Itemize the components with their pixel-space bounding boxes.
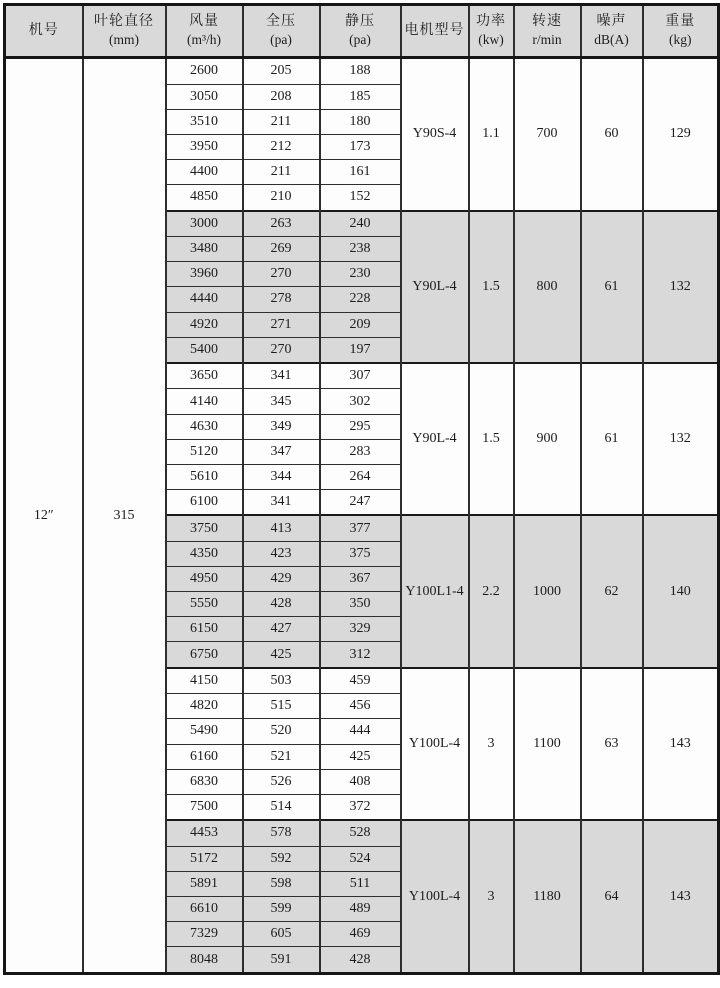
col-header-label: 噪声: [596, 13, 627, 29]
airflow-cell: 2600: [166, 58, 243, 85]
static-pressure-cell: 180: [320, 109, 401, 134]
total-pressure-cell: 278: [243, 287, 320, 312]
airflow-cell: 4350: [166, 541, 243, 566]
col-header-label: 重量: [665, 13, 696, 29]
static-pressure-cell: 264: [320, 464, 401, 489]
power-cell: 3: [469, 820, 514, 973]
airflow-cell: 3960: [166, 262, 243, 287]
airflow-cell: 4850: [166, 185, 243, 211]
static-pressure-cell: 230: [320, 262, 401, 287]
speed-cell: 800: [514, 211, 581, 363]
speed-cell: 700: [514, 58, 581, 211]
motor-model-cell: Y100L-4: [401, 820, 469, 973]
static-pressure-cell: 469: [320, 922, 401, 947]
col-header-unit: (pa): [349, 32, 371, 48]
static-pressure-cell: 197: [320, 337, 401, 363]
power-cell: 1.5: [469, 211, 514, 363]
total-pressure-cell: 428: [243, 592, 320, 617]
static-pressure-cell: 428: [320, 947, 401, 974]
airflow-cell: 3480: [166, 237, 243, 262]
static-pressure-cell: 444: [320, 719, 401, 744]
static-pressure-cell: 312: [320, 642, 401, 668]
power-cell: 2.2: [469, 515, 514, 667]
total-pressure-cell: 212: [243, 134, 320, 159]
total-pressure-cell: 349: [243, 414, 320, 439]
total-pressure-cell: 270: [243, 337, 320, 363]
col-header-label: 全压: [266, 13, 296, 29]
col-header-unit: (pa): [270, 32, 292, 48]
col-header-unit: (mm): [109, 32, 139, 48]
total-pressure-cell: 263: [243, 211, 320, 237]
airflow-cell: 5891: [166, 871, 243, 896]
total-pressure-cell: 520: [243, 719, 320, 744]
speed-cell: 1000: [514, 515, 581, 667]
speed-cell: 1180: [514, 820, 581, 973]
total-pressure-cell: 345: [243, 389, 320, 414]
weight-cell: 140: [643, 515, 719, 667]
total-pressure-cell: 211: [243, 160, 320, 185]
motor-model-cell: Y90L-4: [401, 363, 469, 515]
weight-cell: 143: [643, 820, 719, 973]
col-header-unit: (m³/h): [186, 32, 222, 48]
total-pressure-cell: 344: [243, 464, 320, 489]
col-header-label: 转速: [532, 13, 562, 29]
airflow-cell: 3750: [166, 515, 243, 541]
weight-cell: 132: [643, 363, 719, 515]
static-pressure-cell: 425: [320, 744, 401, 769]
noise-cell: 60: [581, 58, 643, 211]
impeller-diameter-cell: 315: [83, 58, 166, 974]
airflow-cell: 4440: [166, 287, 243, 312]
table-body: [5, 58, 719, 974]
airflow-cell: 6150: [166, 617, 243, 642]
airflow-cell: 6610: [166, 896, 243, 921]
speed-cell: 1100: [514, 668, 581, 820]
static-pressure-cell: 408: [320, 769, 401, 794]
col-header-label: 机号: [28, 23, 59, 39]
total-pressure-cell: 211: [243, 109, 320, 134]
total-pressure-cell: 599: [243, 896, 320, 921]
static-pressure-cell: 188: [320, 58, 401, 85]
total-pressure-cell: 578: [243, 820, 320, 846]
airflow-cell: 8048: [166, 947, 243, 974]
airflow-cell: 5120: [166, 439, 243, 464]
motor-model-cell: Y90S-4: [401, 58, 469, 211]
airflow-cell: 6100: [166, 490, 243, 516]
total-pressure-cell: 208: [243, 84, 320, 109]
total-pressure-cell: 521: [243, 744, 320, 769]
static-pressure-cell: 377: [320, 515, 401, 541]
total-pressure-cell: 413: [243, 515, 320, 541]
noise-cell: 62: [581, 515, 643, 667]
col-header-unit: (kw): [478, 32, 504, 48]
static-pressure-cell: 247: [320, 490, 401, 516]
noise-cell: 63: [581, 668, 643, 820]
table-row: [5, 58, 719, 85]
static-pressure-cell: 307: [320, 363, 401, 389]
col-header-label: 功率: [476, 13, 506, 29]
static-pressure-cell: 295: [320, 414, 401, 439]
static-pressure-cell: 489: [320, 896, 401, 921]
airflow-cell: 5490: [166, 719, 243, 744]
airflow-cell: 3000: [166, 211, 243, 237]
total-pressure-cell: 347: [243, 439, 320, 464]
col-header-speed: [514, 5, 581, 58]
airflow-cell: 3950: [166, 134, 243, 159]
col-header-machine-no: [5, 5, 83, 58]
total-pressure-cell: 514: [243, 794, 320, 820]
airflow-cell: 6830: [166, 769, 243, 794]
static-pressure-cell: 161: [320, 160, 401, 185]
col-header-label: 叶轮直径: [94, 13, 154, 29]
airflow-cell: 6750: [166, 642, 243, 668]
col-header-label: 电机型号: [404, 23, 465, 39]
static-pressure-cell: 173: [320, 134, 401, 159]
static-pressure-cell: 228: [320, 287, 401, 312]
col-header-motor-model: [401, 5, 469, 58]
weight-cell: 129: [643, 58, 719, 211]
motor-model-cell: Y100L1-4: [401, 515, 469, 667]
total-pressure-cell: 598: [243, 871, 320, 896]
static-pressure-cell: 456: [320, 694, 401, 719]
col-header-static-pressure: [320, 5, 401, 58]
total-pressure-cell: 271: [243, 312, 320, 337]
col-header-impeller-diameter: [83, 5, 166, 58]
airflow-cell: 4820: [166, 694, 243, 719]
static-pressure-cell: 185: [320, 84, 401, 109]
total-pressure-cell: 429: [243, 567, 320, 592]
noise-cell: 61: [581, 363, 643, 515]
col-header-unit: dB(A): [594, 32, 629, 48]
airflow-cell: 5172: [166, 846, 243, 871]
total-pressure-cell: 341: [243, 363, 320, 389]
airflow-cell: 3510: [166, 109, 243, 134]
total-pressure-cell: 210: [243, 185, 320, 211]
airflow-cell: 4453: [166, 820, 243, 846]
motor-model-cell: Y100L-4: [401, 668, 469, 820]
static-pressure-cell: 240: [320, 211, 401, 237]
static-pressure-cell: 209: [320, 312, 401, 337]
static-pressure-cell: 238: [320, 237, 401, 262]
total-pressure-cell: 503: [243, 668, 320, 694]
total-pressure-cell: 270: [243, 262, 320, 287]
total-pressure-cell: 592: [243, 846, 320, 871]
airflow-cell: 6160: [166, 744, 243, 769]
power-cell: 3: [469, 668, 514, 820]
airflow-cell: 4140: [166, 389, 243, 414]
static-pressure-cell: 152: [320, 185, 401, 211]
total-pressure-cell: 423: [243, 541, 320, 566]
total-pressure-cell: 515: [243, 694, 320, 719]
col-header-airflow: [166, 5, 243, 58]
col-header-unit: (kg): [669, 32, 692, 48]
airflow-cell: 7500: [166, 794, 243, 820]
total-pressure-cell: 425: [243, 642, 320, 668]
total-pressure-cell: 341: [243, 490, 320, 516]
airflow-cell: 7329: [166, 922, 243, 947]
static-pressure-cell: 524: [320, 846, 401, 871]
noise-cell: 64: [581, 820, 643, 973]
airflow-cell: 4630: [166, 414, 243, 439]
total-pressure-cell: 526: [243, 769, 320, 794]
weight-cell: 143: [643, 668, 719, 820]
weight-cell: 132: [643, 211, 719, 363]
motor-model-cell: Y90L-4: [401, 211, 469, 363]
col-header-total-pressure: [243, 5, 320, 58]
noise-cell: 61: [581, 211, 643, 363]
airflow-cell: 5400: [166, 337, 243, 363]
static-pressure-cell: 302: [320, 389, 401, 414]
static-pressure-cell: 283: [320, 439, 401, 464]
col-header-label: 风量: [189, 13, 219, 29]
machine-no-cell: 12″: [5, 58, 83, 974]
airflow-cell: 4400: [166, 160, 243, 185]
table-header: [5, 5, 719, 58]
static-pressure-cell: 350: [320, 592, 401, 617]
static-pressure-cell: 372: [320, 794, 401, 820]
airflow-cell: 5550: [166, 592, 243, 617]
static-pressure-cell: 367: [320, 567, 401, 592]
total-pressure-cell: 205: [243, 58, 320, 85]
static-pressure-cell: 511: [320, 871, 401, 896]
total-pressure-cell: 427: [243, 617, 320, 642]
col-header-unit: r/min: [532, 32, 562, 48]
total-pressure-cell: 269: [243, 237, 320, 262]
col-header-noise: [581, 5, 643, 58]
header-row: [5, 5, 719, 58]
total-pressure-cell: 591: [243, 947, 320, 974]
airflow-cell: 4150: [166, 668, 243, 694]
col-header-power: [469, 5, 514, 58]
total-pressure-cell: 605: [243, 922, 320, 947]
power-cell: 1.5: [469, 363, 514, 515]
col-header-label: 静压: [345, 13, 375, 29]
col-header-weight: [643, 5, 719, 58]
static-pressure-cell: 375: [320, 541, 401, 566]
speed-cell: 900: [514, 363, 581, 515]
airflow-cell: 5610: [166, 464, 243, 489]
static-pressure-cell: 459: [320, 668, 401, 694]
airflow-cell: 3650: [166, 363, 243, 389]
airflow-cell: 3050: [166, 84, 243, 109]
power-cell: 1.1: [469, 58, 514, 211]
static-pressure-cell: 329: [320, 617, 401, 642]
fan-spec-table: [3, 3, 720, 975]
airflow-cell: 4950: [166, 567, 243, 592]
static-pressure-cell: 528: [320, 820, 401, 846]
airflow-cell: 4920: [166, 312, 243, 337]
